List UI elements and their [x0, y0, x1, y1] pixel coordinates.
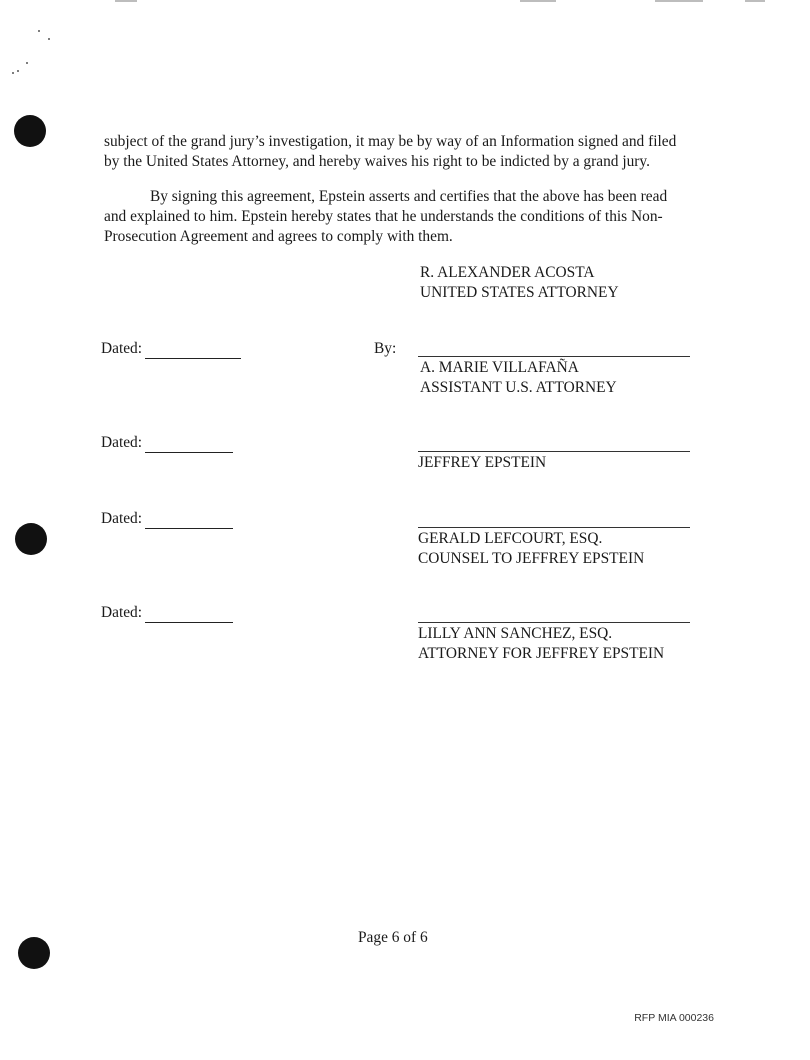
- dated-label: Dated:: [101, 340, 143, 357]
- punch-hole-bottom: [18, 937, 50, 969]
- scan-speck: [48, 38, 50, 40]
- signer-name: JEFFREY EPSTEIN: [418, 454, 547, 471]
- scan-edge-mark: [115, 0, 137, 2]
- by-label: By:: [374, 340, 397, 357]
- signer-name: LILLY ANN SANCHEZ, ESQ.: [418, 625, 613, 642]
- dated-field: [101, 509, 233, 529]
- us-attorney-name: R. ALEXANDER ACOSTA: [420, 264, 595, 281]
- date-blank[interactable]: [145, 609, 233, 623]
- date-blank[interactable]: [145, 345, 241, 359]
- date-blank[interactable]: [145, 439, 233, 453]
- signature-line[interactable]: [418, 451, 690, 452]
- bates-number: RFP MIA 000236: [634, 1012, 714, 1024]
- us-attorney-title: UNITED STATES ATTORNEY: [420, 284, 619, 301]
- scan-speck: [38, 30, 40, 32]
- paragraph-grand-jury-waiver: [104, 132, 704, 172]
- punch-hole-middle: [15, 523, 47, 555]
- signer-title: ASSISTANT U.S. ATTORNEY: [420, 379, 617, 396]
- signature-line[interactable]: [418, 622, 690, 623]
- dated-field: [101, 339, 241, 359]
- dated-field: [101, 603, 233, 623]
- dated-label: Dated:: [101, 604, 143, 621]
- text-line: Prosecution Agreement and agrees to comply with them.: [104, 228, 453, 245]
- scan-speck: [17, 70, 19, 72]
- text-line: subject of the grand jury’s investigation, it may be by way of an Information signed and filed: [104, 133, 677, 150]
- page-number: Page 6 of 6: [358, 929, 428, 946]
- text-line: by the United States Attorney, and hereby waives his right to be indicted by a grand jury.: [104, 153, 650, 170]
- scan-speck: [12, 72, 14, 74]
- signer-name: GERALD LEFCOURT, ESQ.: [418, 530, 603, 547]
- punch-hole-top: [14, 115, 46, 147]
- text-line: and explained to him. Epstein hereby states that he understands the conditions of this Non-: [104, 208, 663, 225]
- scan-speck: [26, 62, 28, 64]
- paragraph-acknowledgement: [104, 187, 704, 247]
- dated-label: Dated:: [101, 434, 143, 451]
- dated-field: [101, 433, 233, 453]
- date-blank[interactable]: [145, 515, 233, 529]
- signer-title: ATTORNEY FOR JEFFREY EPSTEIN: [418, 645, 665, 662]
- text-line: By signing this agreement, Epstein asserts and certifies that the above has been read: [150, 188, 668, 205]
- signer-title: COUNSEL TO JEFFREY EPSTEIN: [418, 550, 645, 567]
- signature-line[interactable]: [418, 527, 690, 528]
- scan-edge-mark: [520, 0, 556, 2]
- signer-name: A. MARIE VILLAFAÑA: [420, 359, 579, 376]
- scan-edge-mark: [655, 0, 703, 2]
- scan-edge-mark: [745, 0, 765, 2]
- dated-label: Dated:: [101, 510, 143, 527]
- signature-line[interactable]: [418, 356, 690, 357]
